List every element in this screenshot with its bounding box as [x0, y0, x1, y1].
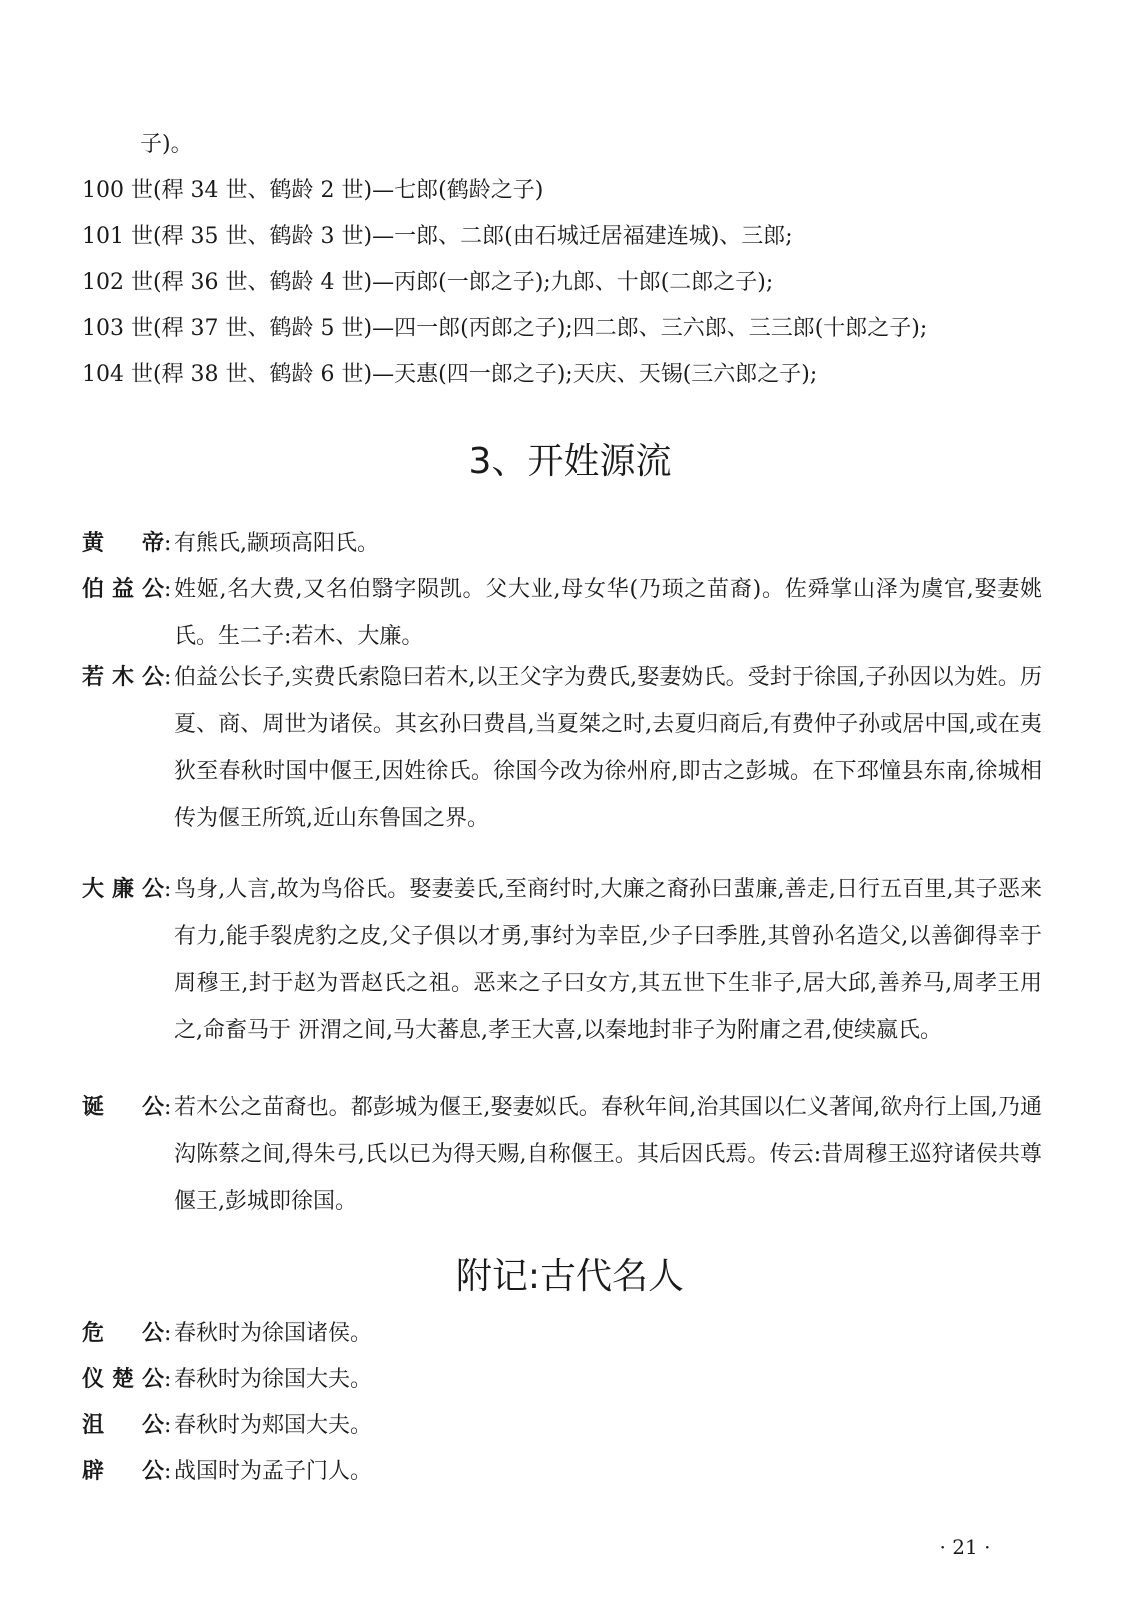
entry-term: 仪楚公: [82, 1367, 164, 1392]
entry-term: 若木公: [82, 665, 164, 690]
colon: :: [164, 1367, 172, 1392]
colon: :: [164, 577, 172, 602]
entry-definition: 有熊氏,颛顼高阳氏。: [174, 531, 379, 556]
text-line: 103 世(稈 37 世、鹤龄 5 世)—四一郎(丙郎之子);四二郎、三六郎、三三郎(十郎之子);: [82, 316, 928, 341]
entry-term: 伯益公: [82, 577, 164, 602]
entry-ju: [82, 1402, 1042, 1449]
entry-term: 诞公: [82, 1095, 164, 1120]
entry-definition: 春秋时为徐国大夫。: [174, 1367, 373, 1392]
entry-yichu: [82, 1356, 1042, 1403]
entry-wei: [82, 1310, 1042, 1357]
entry-term: 辟公: [82, 1459, 164, 1484]
entry-huangdi: [82, 520, 1042, 567]
colon: :: [164, 1321, 172, 1346]
section-heading: 附记:古代名人: [455, 1256, 685, 1297]
entry-definition: 春秋时为徐国诸侯。: [174, 1321, 373, 1346]
entry-dan: [82, 1084, 1042, 1225]
entry-definition: 姓姬,名大费,又名伯翳字陨凯。父大业,母女华(乃顼之苗裔)。佐舜掌山泽为虞官,娶妻姚氏。生二子:若木、大廉。: [174, 577, 1042, 649]
entry-definition: 伯益公长子,实费氏索隐曰若木,以王父字为费氏,娶妻妫氏。受封于徐国,子孙因以为姓。历夏、商、周世为诸侯。其玄孙曰费昌,当夏桀之时,去夏归商后,有费仲子孙或居中国,或在夷狄至春秋时国中偃王,因姓徐氏。徐国今改为徐州府,即古之彭城。在下邳憧县东南,徐城相传为偃王所筑,近山东鲁国之界。: [174, 665, 1042, 831]
entry-pi: [82, 1448, 1042, 1495]
text-line: 101 世(稈 35 世、鹤龄 3 世)—一郎、二郎(由石城迁居福建连城)、三郎;: [82, 224, 793, 249]
entry-definition: 若木公之苗裔也。都彭城为偃王,娶妻姒氏。春秋年间,治其国以仁义著闻,欲舟行上国,乃通沟陈蔡之间,得朱弓,氏以已为得天赐,自称偃王。其后因氏焉。传云:昔周穆王巡狩诸侯共尊偃王,彭城即徐国。: [174, 1095, 1042, 1214]
page-number: · 21 ·: [939, 1535, 991, 1559]
colon: :: [164, 877, 172, 902]
colon: :: [164, 1095, 172, 1120]
entry-definition: 春秋时为郏国大夫。: [174, 1413, 373, 1438]
colon: :: [164, 665, 172, 690]
entry-definition: 战国时为孟子门人。: [174, 1459, 373, 1484]
entry-dalian: [82, 866, 1042, 1054]
text-line: 子)。: [140, 132, 193, 157]
text-line: 102 世(稈 36 世、鹤龄 4 世)—丙郎(一郎之子);九郎、十郎(二郎之子);: [82, 270, 774, 295]
entry-definition: 鸟身,人言,故为鸟俗氏。娶妻姜氏,至商纣时,大廉之裔孙曰蜚廉,善走,日行五百里,其子恶来有力,能手裂虎豹之皮,父子俱以才勇,事纣为幸臣,少子曰季胜,其曾孙名造父,以善御得幸于周穆王,封于赵为晋赵氏之祖。恶来之子曰女方,其五世下生非子,居大邱,善养马,周孝王用之,命畜马于 汧渭之间,马大蕃息,孝王大喜,以秦地封非子为附庸之君,使续嬴氏。: [174, 877, 1042, 1043]
entry-term: 黄帝: [82, 531, 164, 556]
text-line: 104 世(稈 38 世、鹤龄 6 世)—天惠(四一郎之子);天庆、天锡(三六郎之子);: [82, 362, 818, 387]
colon: :: [164, 531, 172, 556]
entry-term: 沮公: [82, 1413, 164, 1438]
entry-term: 危公: [82, 1321, 164, 1346]
entry-term: 大廉公: [82, 877, 164, 902]
entry-boyi: [82, 566, 1042, 660]
colon: :: [164, 1459, 172, 1484]
entry-ruomu: [82, 654, 1042, 842]
section-heading: 3、开姓源流: [468, 441, 672, 482]
text-line: 100 世(稈 34 世、鹤龄 2 世)—七郎(鹤龄之子): [82, 178, 544, 203]
colon: :: [164, 1413, 172, 1438]
